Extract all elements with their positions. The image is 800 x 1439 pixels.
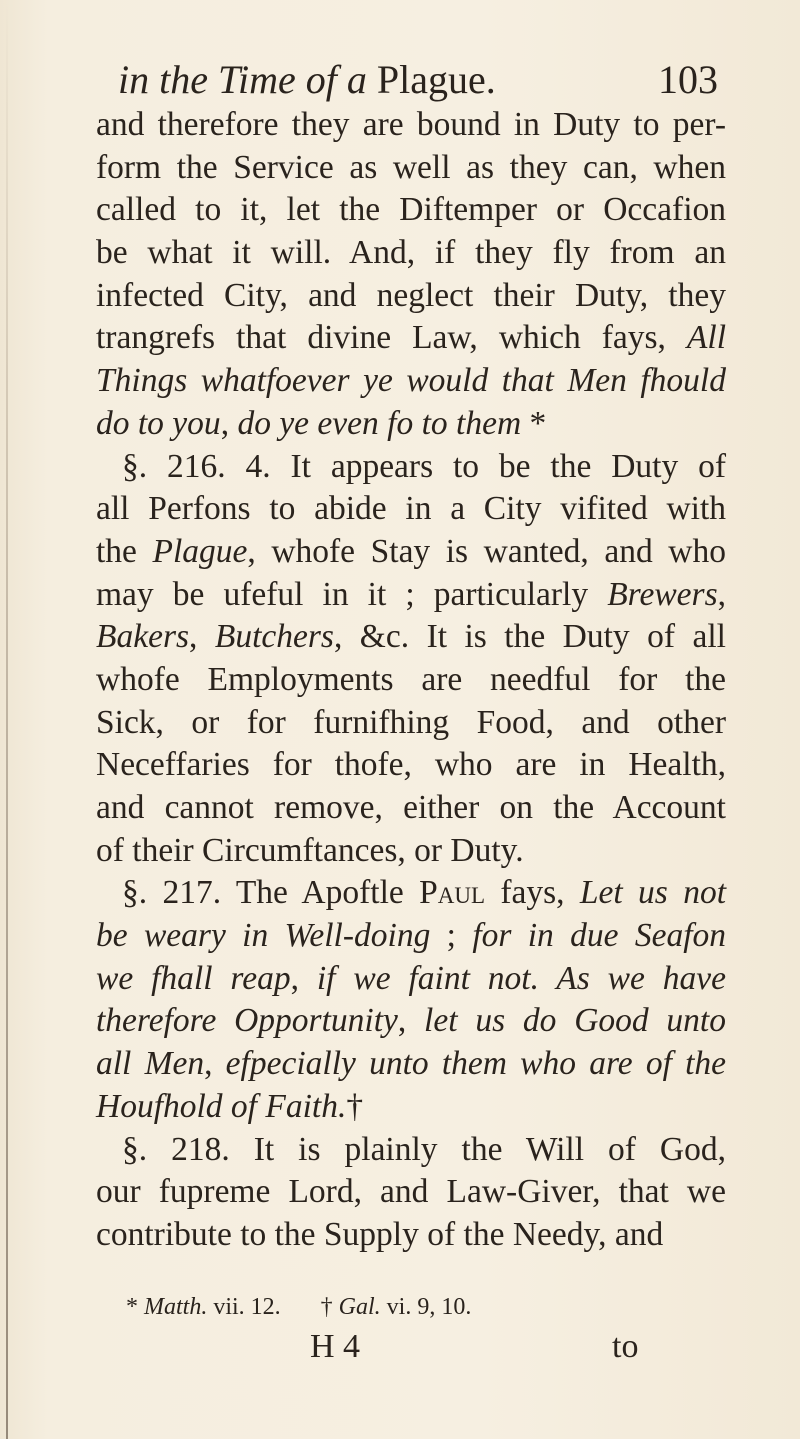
roman-text: , — [717, 575, 726, 613]
running-title-italic: in the Time of a — [118, 57, 367, 102]
roman-text: infected City, and neglect their Duty, they — [96, 276, 726, 314]
text-line — [96, 1000, 726, 1043]
roman-text: and cannot remove, either on the Account — [96, 789, 726, 826]
page-gutter-shadow — [6, 0, 8, 1439]
roman-text: * — [521, 404, 547, 442]
footnote-ref-matthew: Matth. — [144, 1294, 208, 1320]
text-line — [96, 232, 726, 275]
text-line — [96, 574, 726, 617]
italic-text: Let us not — [579, 874, 727, 912]
footnote-citation-matthew: vii. 12. — [207, 1294, 281, 1320]
text-line — [96, 702, 726, 745]
roman-text: all Perfons to abide in a City vifited with — [96, 490, 726, 528]
roman-text: of their Circumftances, or Duty. — [96, 831, 524, 869]
italic-text: do to you — [96, 404, 221, 442]
roman-text: ; — [430, 917, 473, 955]
text-line — [96, 1214, 726, 1257]
roman-text: , &c. It is the Duty of all — [333, 618, 726, 656]
running-title-roman: Plague. — [366, 57, 496, 102]
text-line — [96, 360, 726, 403]
text-line — [96, 488, 726, 531]
roman-text: whofe Employments are needful for the — [96, 660, 726, 698]
footnote-galatians — [321, 1292, 472, 1322]
footnote-mark-asterisk: * — [126, 1294, 144, 1320]
italic-text: all Men — [96, 1045, 205, 1083]
roman-text: Sick, or for furnifhing Food, and other — [96, 703, 726, 741]
italic-text: be weary in Well-doing — [96, 917, 431, 955]
signature-mark: H 4 — [310, 1328, 361, 1365]
italic-text: All — [686, 319, 726, 357]
roman-text: contribute to the Supply of the Needy, and — [96, 1215, 664, 1253]
italic-text: if we faint not. As we have — [316, 959, 727, 997]
text-line — [96, 872, 726, 915]
text-line — [96, 317, 726, 360]
roman-text: † — [346, 1087, 364, 1125]
roman-text: fays, — [485, 874, 580, 912]
roman-text: form the Service as well as they can, when — [96, 148, 726, 186]
italic-text: Bakers — [96, 618, 190, 656]
italic-text: Butchers — [214, 618, 334, 656]
roman-text: be what it will. And, if they fly from an — [96, 234, 726, 272]
text-line — [96, 531, 726, 574]
roman-text: §. 217. The Apoftle — [122, 874, 420, 912]
roman-text: may be ufeful in it ; particularly — [96, 575, 608, 613]
roman-text: , — [204, 1045, 226, 1083]
footnote-matthew — [126, 1292, 281, 1322]
text-line — [96, 104, 726, 147]
italic-text: efpecially unto them who are of the — [225, 1045, 727, 1083]
text-line — [96, 915, 726, 958]
roman-text: , — [290, 959, 317, 997]
text-line — [96, 446, 726, 489]
roman-text: and therefore they are bound in Duty to per- — [96, 106, 726, 143]
text-line — [96, 147, 726, 190]
text-line — [96, 958, 726, 1001]
footnote-mark-dagger: † — [320, 1294, 339, 1320]
text-line — [96, 830, 726, 873]
text-line — [96, 1171, 726, 1214]
text-line — [96, 1086, 726, 1129]
italic-text: for in due Seafon — [472, 917, 727, 955]
italic-text: Houfhold of Faith. — [96, 1087, 347, 1125]
text-line — [96, 787, 726, 830]
text-line — [96, 616, 726, 659]
text-line — [96, 189, 726, 232]
text-line — [96, 1129, 726, 1172]
roman-text: §. 216. 4. It appears to be the Duty of — [122, 447, 726, 485]
footnote-ref-galatians: Gal. — [338, 1294, 381, 1320]
italic-text: Brewers — [607, 575, 718, 613]
roman-text: Neceffaries for thofe, who are in Health, — [96, 746, 726, 784]
roman-text: §. 218. It is plainly the Will of God, — [122, 1130, 726, 1168]
italic-text: therefore Opportunity — [96, 1002, 398, 1040]
roman-text: , — [220, 404, 238, 442]
small-caps-text: Paul — [419, 874, 486, 912]
italic-text: do ye even fo to them — [237, 404, 522, 442]
footnote-citation-galatians: vi. 9, 10. — [380, 1294, 472, 1320]
running-header — [118, 50, 718, 110]
text-line — [96, 1043, 726, 1086]
italic-text: let us do Good unto — [424, 1002, 726, 1040]
roman-text: trangrefs that divine Law, which fays, — [96, 319, 687, 357]
catchword: to — [612, 1328, 639, 1365]
text-line — [96, 659, 726, 702]
text-line — [96, 744, 726, 787]
roman-text: the — [96, 532, 153, 570]
italic-text: we fhall reap — [96, 959, 291, 997]
roman-text: , — [189, 618, 215, 656]
text-line — [96, 403, 726, 446]
roman-text: , — [397, 1002, 425, 1040]
roman-text: called to it, let the Diftemper or Occafion — [96, 191, 726, 229]
body-text — [96, 104, 726, 1257]
italic-text: Plague — [152, 532, 248, 570]
text-line — [96, 275, 726, 318]
page-number: 103 — [658, 57, 718, 102]
italic-text: Things whatfoever ye would that Men fhould — [96, 362, 726, 400]
roman-text: , whofe Stay is wanted, and who — [247, 532, 726, 570]
roman-text: our fupreme Lord, and Law-Giver, that we — [96, 1173, 726, 1211]
footnotes — [126, 1292, 726, 1322]
running-title — [118, 50, 496, 110]
